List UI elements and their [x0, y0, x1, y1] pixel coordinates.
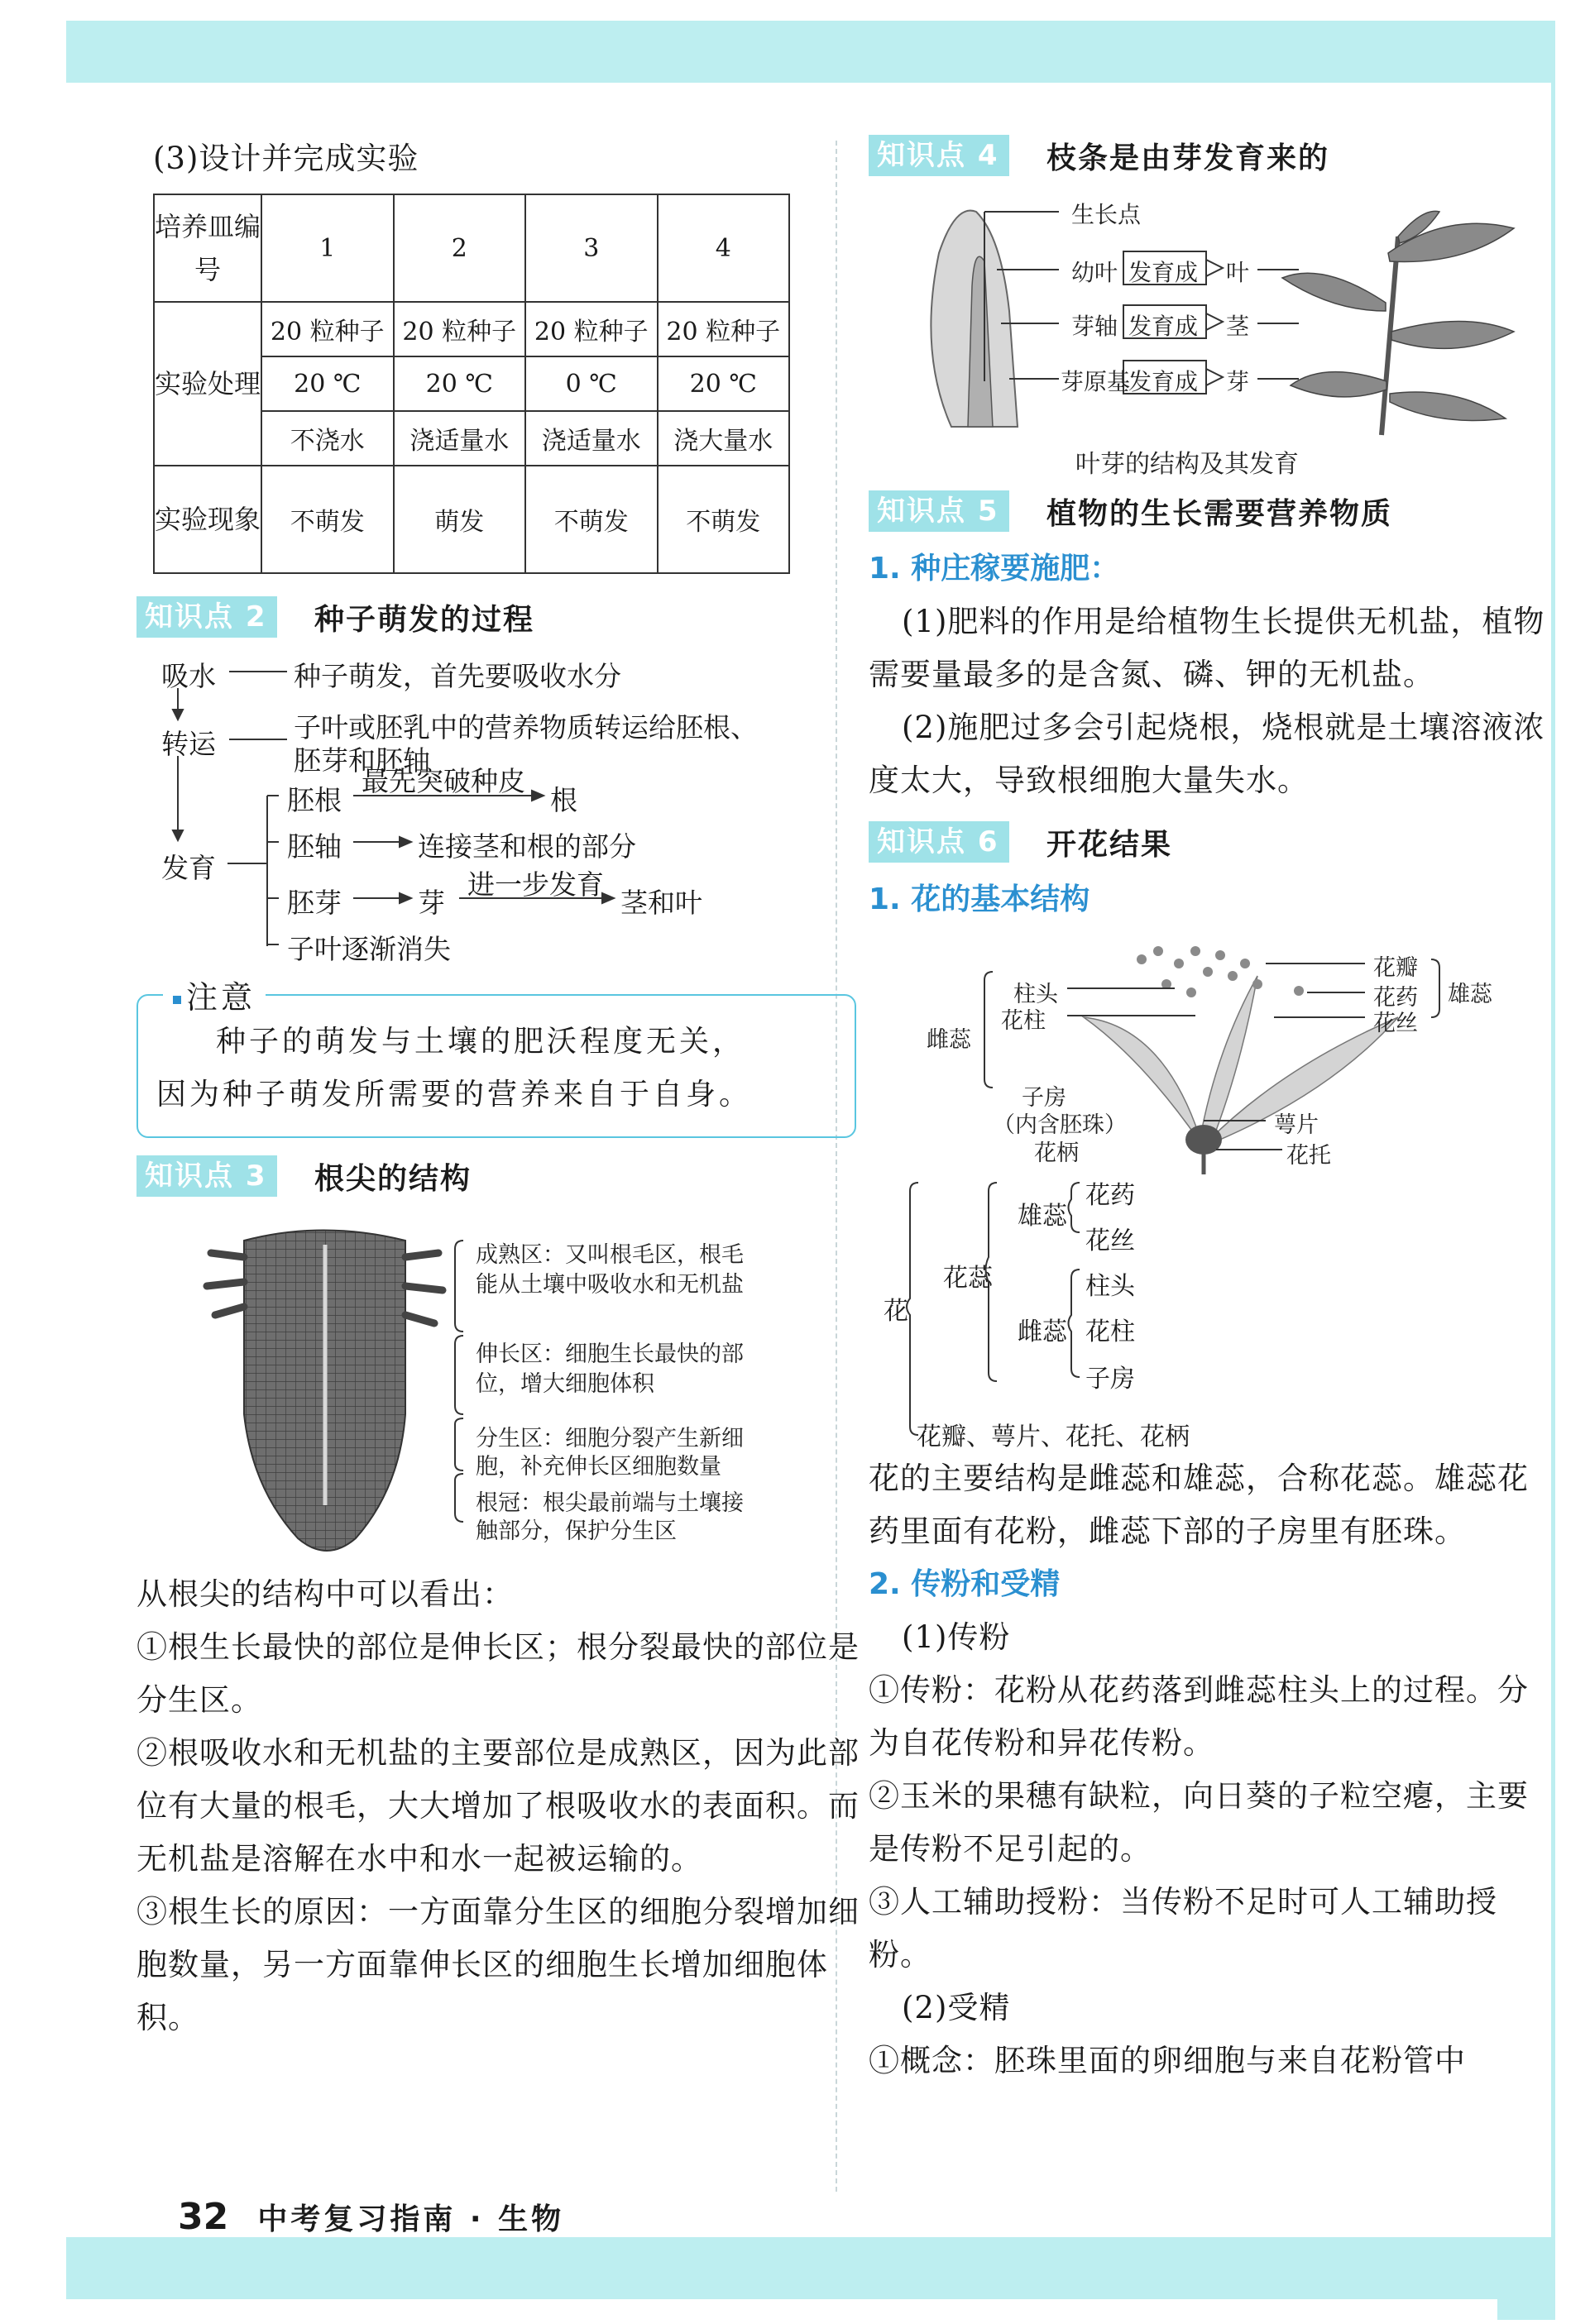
flow-radicle-to: 根: [550, 784, 577, 816]
knowledge-title: 根尖的结构: [314, 1161, 472, 1196]
table-cell: 20 粒种子: [261, 302, 394, 356]
table-row: [154, 466, 789, 573]
knowledge-heading-2: [136, 594, 864, 640]
tree-braces: [869, 1174, 1547, 1447]
flower-stigma: 柱头: [1013, 982, 1058, 1007]
flow-develop: 发育: [161, 852, 216, 884]
flow-transport: 转运: [161, 728, 216, 760]
fertilization-subheading: (2)受精: [902, 1990, 1011, 2025]
note-text-2: 因为种子萌发所需要的营养来自于自身。: [156, 1078, 753, 1112]
knowledge-title: 种子萌发的过程: [314, 602, 535, 637]
leaf-bud-illustration: [869, 187, 1547, 443]
fertilization-paragraph-a: ①概念：胚珠里面的卵细胞与来自花粉管中: [869, 2043, 1466, 2078]
table-cell: 20 ℃: [658, 356, 790, 411]
page-footer: [178, 2196, 564, 2238]
root-zone-meristem-1: 分生区：细胞分裂产生新细: [476, 1426, 744, 1451]
table-row: [154, 194, 789, 302]
left-column: [136, 132, 864, 2044]
develop-to-bud: 芽: [1226, 368, 1250, 395]
knowledge-title: 枝条是由芽发育来的: [1046, 141, 1330, 175]
table-cell: 20 粒种子: [394, 302, 526, 356]
tree-filament: 花丝: [1085, 1227, 1135, 1255]
flower-paragraph: 花的主要结构是雌蕊和雄蕊，合称花蕊。雄蕊花药里面有花粉，雌蕊下部的子房里有胚珠。: [869, 1461, 1529, 1549]
table-cell: 不浇水: [261, 411, 394, 466]
flower-ovary-note: （内含胚珠）: [993, 1112, 1127, 1138]
flow-transport-desc-1: 子叶或胚乳中的营养物质转运给胚根、: [294, 711, 758, 744]
pollination-paragraph-a: ①传粉：花粉从花药落到雌蕊柱头上的过程。分为自花传粉和异花传粉。: [869, 1672, 1529, 1761]
pollination-paragraph-b: ②玉米的果穗有缺粒，向日葵的子粒空瘪，主要是传粉不足引起的。: [869, 1778, 1529, 1867]
knowledge-heading-6: [869, 819, 1547, 865]
bud-young-leaf: 幼叶: [1071, 259, 1118, 286]
fertilizer-paragraph-1: (1)肥料的作用是给植物生长提供无机盐，植物需要量最多的是含氮、磷、钾的无机盐。: [869, 604, 1545, 692]
table-cell: 20 ℃: [394, 356, 526, 411]
table-row: [154, 302, 789, 356]
experiment-table: [153, 194, 790, 574]
tree-style: 花柱: [1085, 1317, 1135, 1346]
knowledge-title: 植物的生长需要营养物质: [1046, 496, 1393, 531]
note-box: [136, 979, 856, 1138]
root-zone-elongation-1: 伸长区：细胞生长最快的部: [476, 1341, 744, 1367]
root-zone-cap-1: 根冠：根尖最前端与土壤接: [476, 1490, 744, 1516]
flow-plumule-to: 茎和叶: [620, 887, 702, 919]
table-cell: 3: [525, 194, 658, 302]
table-cell: 实验处理: [154, 302, 261, 466]
flower-filament: 花丝: [1373, 1011, 1418, 1036]
flower-structure-tree: [869, 1174, 1547, 1451]
knowledge-badge: 知识点 5: [869, 490, 1009, 532]
table-cell: 浇大量水: [658, 411, 790, 466]
bud-axis: 芽轴: [1071, 313, 1118, 340]
knowledge-badge: 知识点 3: [136, 1155, 277, 1197]
fertilizer-heading: 1. 种庄稼要施肥：: [869, 552, 1120, 586]
table-cell: 1: [261, 194, 394, 302]
flow-hypocotyl: 胚轴: [287, 830, 342, 863]
tree-ovary: 子房: [1085, 1365, 1135, 1394]
table-cell: 浇适量水: [394, 411, 526, 466]
bud-growth-point: 生长点: [1071, 201, 1142, 228]
flower-pedicel: 花柄: [1034, 1140, 1079, 1166]
root-zone-elongation-2: 位，增大细胞体积: [476, 1371, 654, 1397]
develop-to-leaf: 叶: [1226, 259, 1250, 286]
root-paragraph-2: ②根吸收水和无机盐的主要部位是成熟区，因为此部位有大量的根毛，大大增加了根吸收水的表面积。而无机盐是溶解在水中和水一起被运输的。: [136, 1735, 860, 1877]
table-cell: 20 ℃: [261, 356, 394, 411]
knowledge-heading-5: [869, 488, 1547, 534]
flower-anther: 花药: [1373, 985, 1418, 1011]
root-paragraph-1: ①根生长最快的部位是伸长区；根分裂最快的部位是分生区。: [136, 1629, 860, 1718]
flower-ovary: 子房: [1022, 1085, 1066, 1111]
develop-label-1: 发育成: [1128, 259, 1199, 286]
pollination-paragraph-c: ③人工辅助授粉：当传粉不足时可人工辅助授粉。: [869, 1884, 1497, 1973]
develop-label-3: 发育成: [1128, 368, 1199, 395]
knowledge-heading-3: [136, 1153, 864, 1199]
knowledge-badge: 知识点 6: [869, 821, 1009, 863]
flow-hypocotyl-to: 连接茎和根的部分: [418, 830, 636, 863]
page-content: [79, 83, 1551, 2237]
root-paragraph-intro: 从根尖的结构中可以看出：: [136, 1576, 514, 1612]
table-cell: 实验现象: [154, 466, 261, 573]
pollination-subheading: (1)传粉: [902, 1619, 1011, 1655]
root-zone-cap-2: 触部分，保护分生区: [476, 1518, 677, 1544]
table-cell: 2: [394, 194, 526, 302]
root-zone-maturation-2: 能从土壤中吸收水和无机盐: [476, 1272, 744, 1298]
flow-plumule-label: 进一步发育: [467, 868, 604, 901]
flow-transport-desc-2: 胚芽和胚轴: [294, 744, 430, 777]
table-cell: 20 粒种子: [525, 302, 658, 356]
tree-stamen: 雄蕊: [1018, 1202, 1067, 1231]
note-title: 注意: [163, 971, 266, 1024]
flow-absorb: 吸水: [161, 660, 216, 692]
flow-radicle: 胚根: [287, 784, 342, 816]
root-paragraph-3: ③根生长的原因：一方面靠分生区的细胞分裂增加细胞数量，另一方面靠伸长区的细胞生长增加细胞体积。: [136, 1894, 860, 2035]
root-tip-figure: [136, 1207, 864, 1563]
flow-plumule: 胚芽: [287, 887, 342, 919]
root-zone-maturation-1: 成熟区：又叫根毛区，根毛: [476, 1242, 744, 1268]
flower-structure-heading: 1. 花的基本结构: [869, 882, 1090, 916]
table-cell: 萌发: [394, 466, 526, 573]
flow-absorb-desc: 种子萌发，首先要吸收水分: [294, 660, 621, 692]
flower-stamen: 雄蕊: [1448, 982, 1492, 1007]
tree-pistil: 雌蕊: [1018, 1317, 1067, 1346]
table-cell: 0 ℃: [525, 356, 658, 411]
table-cell: 不萌发: [658, 466, 790, 573]
develop-to-stem: 茎: [1226, 313, 1250, 340]
bottom-border-band: [66, 2237, 1555, 2299]
bud-caption: 叶芽的结构及其发育: [1075, 450, 1299, 479]
pollination-heading: 2. 传粉和受精: [869, 1567, 1061, 1601]
note-text-1: 种子的萌发与土壤的肥沃程度无关，: [216, 1025, 746, 1059]
develop-label-2: 发育成: [1128, 313, 1199, 340]
leaf-bud-figure: [869, 187, 1547, 479]
germination-flow-diagram: [136, 648, 864, 971]
fertilizer-paragraph-2: (2)施肥过多会引起烧根，烧根就是土壤溶液浓度太大，导致根细胞大量失水。: [869, 710, 1545, 798]
tree-anther: 花药: [1085, 1181, 1135, 1210]
flower-figure: [869, 926, 1547, 1174]
table-cell: 4: [658, 194, 790, 302]
flow-cotyledon: 子叶逐渐消失: [287, 933, 451, 965]
table-cell: 20 粒种子: [658, 302, 790, 356]
page-number: 32: [178, 2196, 229, 2238]
table-cell: 不萌发: [261, 466, 394, 573]
flower-petal: 花瓣: [1373, 955, 1418, 981]
tree-stigma: 柱头: [1085, 1272, 1135, 1301]
table-cell: 不萌发: [525, 466, 658, 573]
table-cell: 培养皿编号: [154, 194, 261, 302]
knowledge-badge: 知识点 2: [136, 596, 277, 638]
bud-primordium: 芽原基: [1061, 368, 1131, 395]
tree-flower: 花: [884, 1297, 908, 1326]
tree-stamens-pistils: 花蕊: [943, 1264, 993, 1293]
experiment-title: (3)设计并完成实验: [153, 141, 419, 176]
knowledge-heading-4: [869, 132, 1547, 179]
tree-others: 花瓣、萼片、花托、花柄: [917, 1423, 1190, 1451]
flow-radicle-label: 最先突破种皮: [362, 765, 525, 797]
flower-pistil: 雌蕊: [927, 1027, 971, 1053]
top-border-band: [66, 21, 1555, 83]
flow-lines: [136, 648, 864, 971]
flower-sepal: 萼片: [1274, 1112, 1319, 1138]
right-column: [869, 132, 1547, 2087]
flower-receptacle: 花托: [1286, 1143, 1331, 1169]
flow-plumule-mid: 芽: [418, 887, 445, 919]
flower-style: 花柱: [1001, 1008, 1046, 1034]
book-title: 中考复习指南 · 生物: [257, 2202, 565, 2236]
table-cell: 浇适量水: [525, 411, 658, 466]
root-zone-meristem-2: 胞，补充伸长区细胞数量: [476, 1454, 721, 1480]
knowledge-badge: 知识点 4: [869, 135, 1009, 176]
knowledge-title: 开花结果: [1046, 827, 1173, 862]
